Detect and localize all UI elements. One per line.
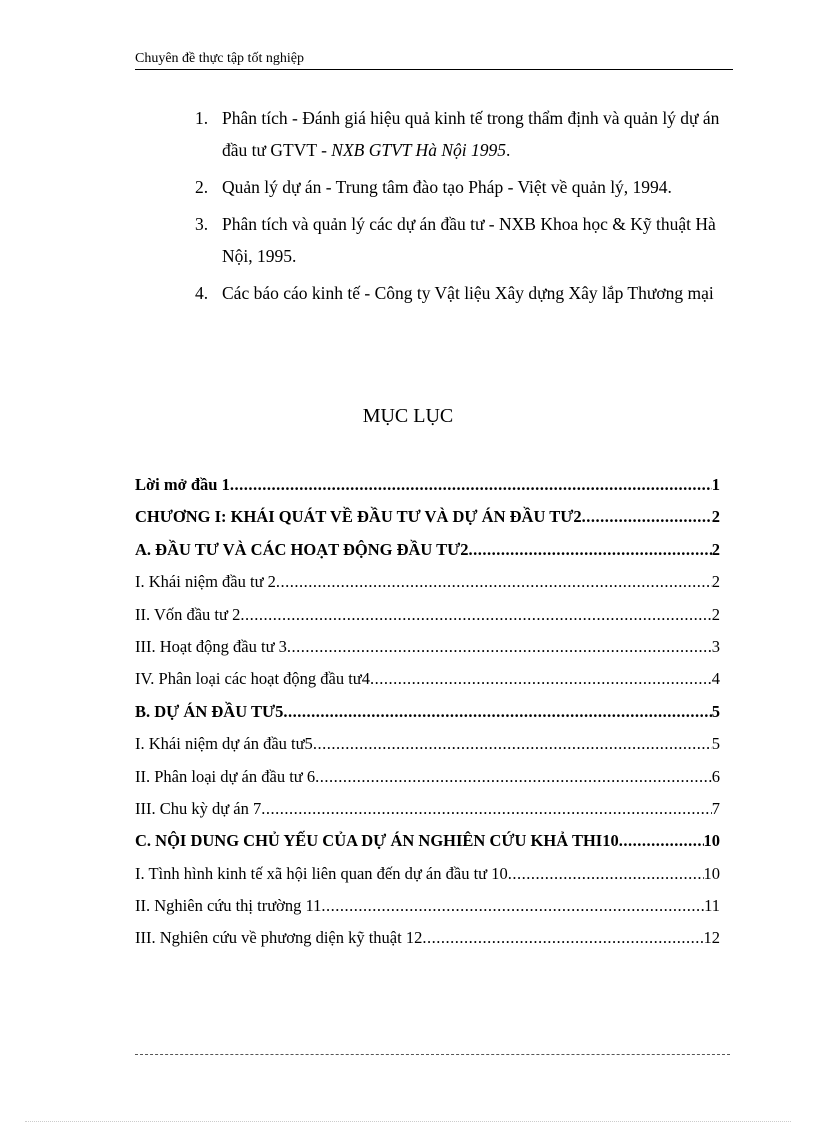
- toc-entry-title: III. Chu kỳ dự án 7: [135, 798, 262, 818]
- toc-entry[interactable]: [135, 599, 720, 631]
- toc-entry-title: III. Nghiên cứu về phương diện kỹ thuật 12: [135, 928, 423, 948]
- toc-entry-title: IV. Phân loại các hoạt động đầu tư4: [135, 669, 371, 689]
- toc-entry-page: 3: [711, 636, 720, 656]
- toc-dot-leader: [619, 825, 704, 857]
- toc-entry-title: II. Nghiên cứu thị trường 11: [135, 896, 322, 916]
- toc-dot-leader: [321, 890, 704, 922]
- reference-text: Các báo cáo kinh tế - Công ty Vật liệu Xây dựng Xây lắp Thương mại: [222, 283, 714, 303]
- page-header: Chuyên đề thực tập tốt nghiệp: [135, 49, 733, 70]
- toc-dot-leader: [582, 501, 712, 533]
- toc-entry[interactable]: [135, 534, 720, 566]
- toc-dot-leader: [276, 566, 712, 598]
- toc-entry-title: II. Phân loại dự án đầu tư 6: [135, 766, 316, 786]
- toc-dot-leader: [240, 599, 711, 631]
- reference-number: 4.: [195, 283, 209, 303]
- toc-entry[interactable]: [135, 793, 720, 825]
- toc-dot-leader: [287, 631, 712, 663]
- reference-number: 1.: [195, 108, 209, 128]
- toc-entry-title: B. DỰ ÁN ĐẦU TƯ5: [135, 701, 284, 721]
- toc-entry[interactable]: [135, 469, 720, 501]
- toc-entry-page: 2: [711, 507, 720, 527]
- toc-entry-page: 7: [711, 798, 720, 818]
- toc-entry-page: 4: [711, 669, 720, 689]
- toc-entry-page: 5: [711, 701, 720, 721]
- table-of-contents: [135, 469, 720, 955]
- toc-entry-title: II. Vốn đầu tư 2: [135, 604, 241, 624]
- toc-dot-leader: [370, 663, 712, 695]
- toc-entry[interactable]: [135, 631, 720, 663]
- toc-entry[interactable]: [135, 663, 720, 695]
- reference-item: [195, 171, 720, 203]
- reference-text: Phân tích - Đánh giá hiệu quả kinh tế trong thẩm định và quản lý dự án đầu tư GTVT -: [222, 108, 720, 160]
- toc-entry-page: 6: [711, 766, 720, 786]
- toc-dot-leader: [230, 469, 712, 501]
- toc-entry-title: Lời mở đầu 1: [135, 475, 230, 494]
- toc-entry-page: 5: [711, 734, 720, 754]
- reference-item: [195, 102, 720, 166]
- toc-dot-leader: [283, 696, 711, 728]
- toc-entry[interactable]: [135, 696, 720, 728]
- toc-entry[interactable]: [135, 825, 720, 857]
- toc-entry-title: C. NỘI DUNG CHỦ YẾU CỦA DỰ ÁN NGHIÊN CỨU KHẢ THI10: [135, 831, 619, 851]
- toc-entry-title: A. ĐẦU TƯ VÀ CÁC HOẠT ĐỘNG ĐẦU TƯ2: [135, 539, 469, 559]
- toc-entry[interactable]: [135, 890, 720, 922]
- toc-dot-leader: [469, 534, 712, 566]
- reference-number: 3.: [195, 214, 209, 234]
- toc-entry-title: I. Khái niệm dự án đầu tư5: [135, 734, 313, 754]
- reference-text: Phân tích và quản lý các dự án đầu tư - NXB Khoa học & Kỹ thuật Hà Nội, 1995.: [222, 214, 716, 266]
- toc-entry[interactable]: [135, 858, 720, 890]
- footer-divider: [135, 1054, 730, 1055]
- toc-dot-leader: [313, 728, 712, 760]
- toc-entry[interactable]: [135, 501, 720, 533]
- toc-entry[interactable]: [135, 728, 720, 760]
- toc-entry-page: 2: [711, 604, 720, 624]
- toc-entry-page: 2: [711, 572, 720, 592]
- toc-title: MỤC LỤC: [362, 405, 454, 427]
- toc-entry-page: 11: [704, 896, 720, 916]
- toc-dot-leader: [508, 858, 704, 890]
- toc-entry[interactable]: [135, 566, 720, 598]
- toc-entry-title: I. Khái niệm đầu tư 2: [135, 572, 276, 592]
- toc-dot-leader: [422, 922, 703, 954]
- page-bottom-edge: [25, 1121, 791, 1122]
- reference-publisher: NXB GTVT Hà Nội 1995: [331, 140, 506, 160]
- reference-text: Quản lý dự án - Trung tâm đào tạo Pháp - Việt về quản lý, 1994.: [222, 177, 672, 197]
- toc-entry-title: I. Tình hình kinh tế xã hội liên quan đến dự án đầu tư 10: [135, 863, 508, 883]
- reference-tail: .: [505, 140, 511, 160]
- toc-entry[interactable]: [135, 922, 720, 954]
- toc-entry-title: CHƯƠNG I: KHÁI QUÁT VỀ ĐẦU TƯ VÀ DỰ ÁN ĐẦU TƯ2: [135, 507, 582, 527]
- toc-entry[interactable]: [135, 761, 720, 793]
- toc-entry-page: 2: [711, 539, 720, 559]
- toc-dot-leader: [261, 793, 711, 825]
- reference-list: [195, 102, 720, 314]
- reference-item: [195, 277, 720, 309]
- toc-entry-page: 12: [703, 928, 720, 948]
- reference-number: 2.: [195, 177, 209, 197]
- toc-entry-title: III. Hoạt động đầu tư 3: [135, 636, 287, 656]
- toc-entry-page: 10: [703, 863, 720, 883]
- reference-item: [195, 208, 720, 272]
- toc-entry-page: 1: [711, 475, 720, 494]
- toc-dot-leader: [315, 761, 712, 793]
- toc-entry-page: 10: [703, 831, 720, 851]
